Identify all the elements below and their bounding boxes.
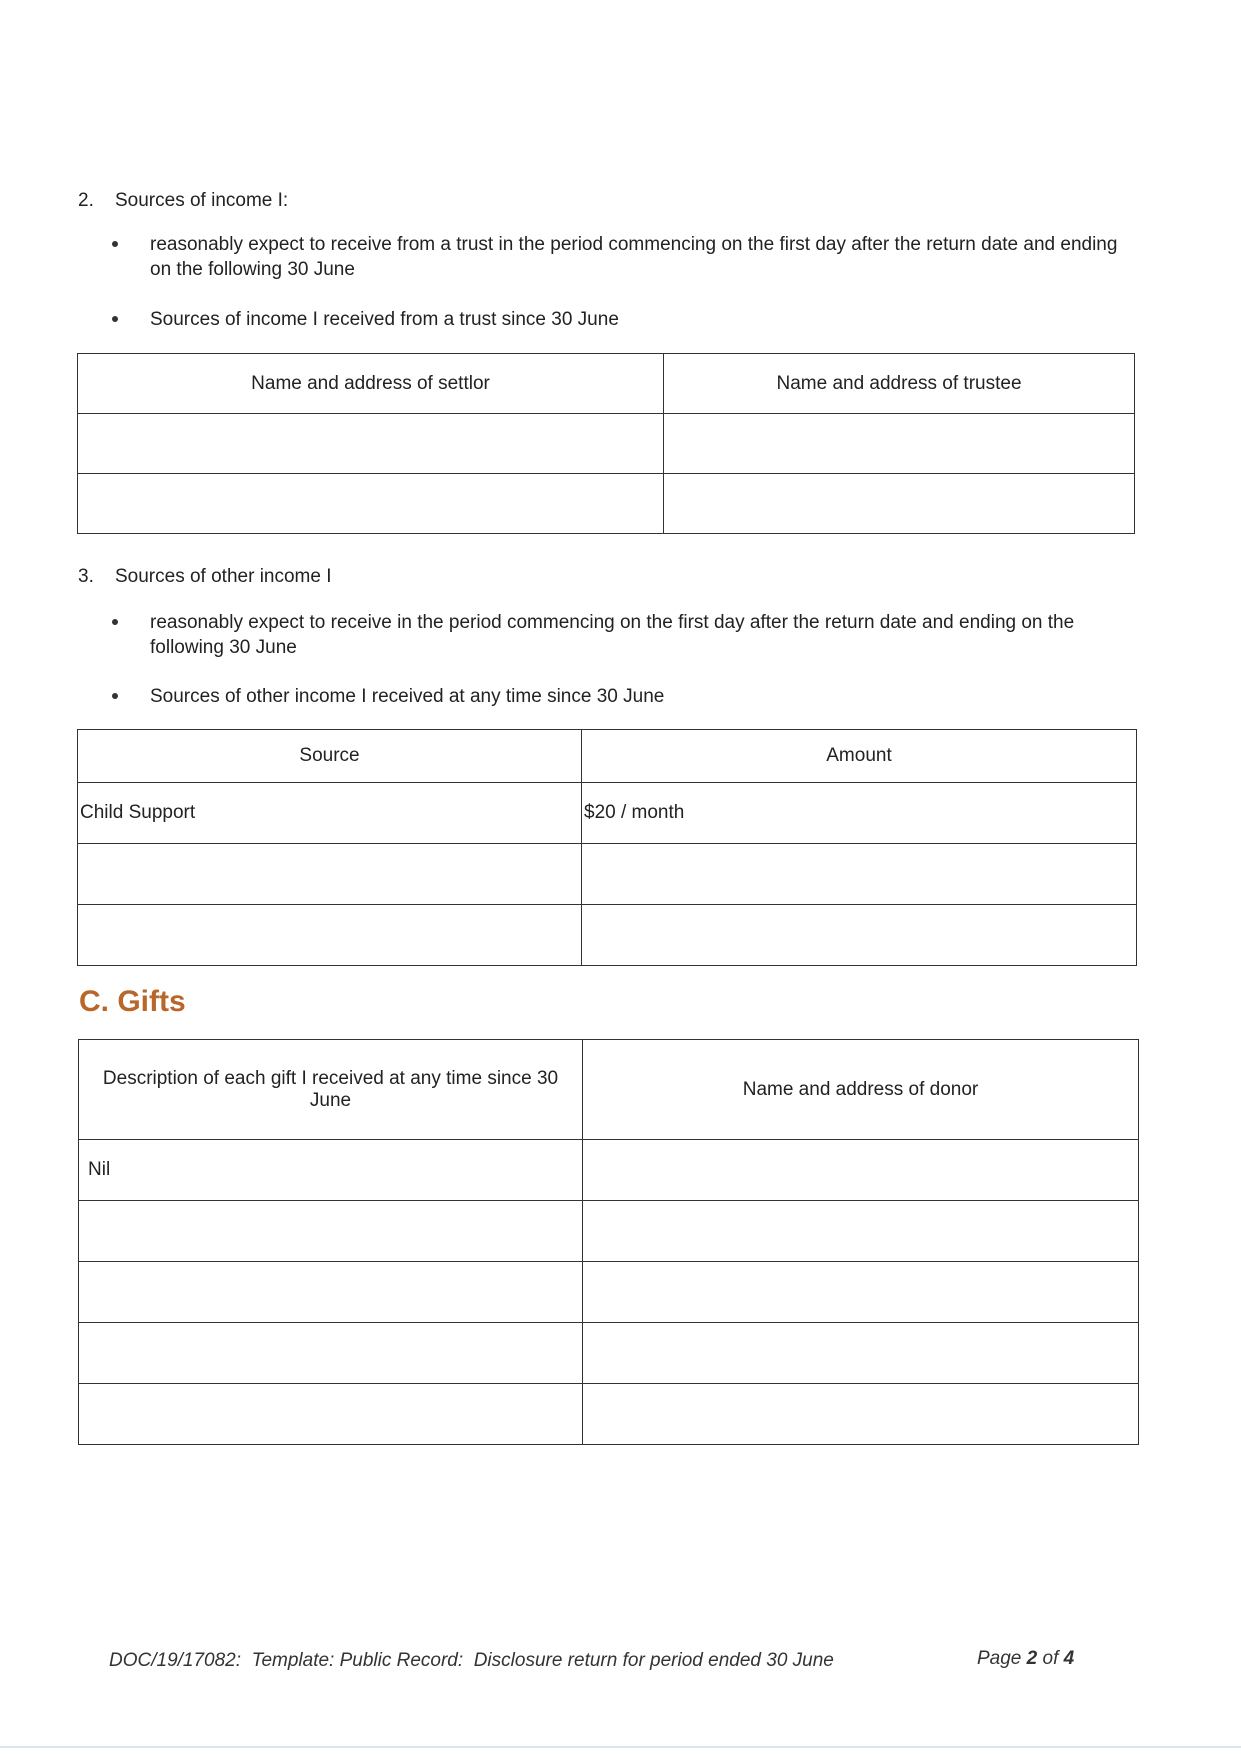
amount-cell[interactable] — [582, 844, 1137, 905]
gift-description-cell[interactable] — [79, 1323, 583, 1384]
table-row — [79, 1201, 1139, 1262]
other-income-table — [77, 729, 1137, 966]
section-2-title: Sources of income I: — [115, 190, 289, 211]
bullet-text: Sources of other income I received at any time since 30 June — [150, 686, 665, 707]
donor-cell[interactable] — [583, 1262, 1139, 1323]
table-cell[interactable] — [664, 414, 1135, 474]
donor-header: Name and address of donor — [583, 1040, 1139, 1140]
section-3-title: Sources of other income I — [115, 566, 332, 587]
bullet-dot-icon — [112, 316, 118, 322]
donor-cell[interactable] — [583, 1323, 1139, 1384]
table-row — [78, 905, 1137, 966]
gift-description-header: Description of each gift I received at any time since 30 June — [79, 1040, 583, 1140]
donor-cell[interactable] — [583, 1201, 1139, 1262]
gifts-heading: C. Gifts — [79, 985, 186, 1018]
bullet-dot-icon — [112, 693, 118, 699]
section-2-number: 2. — [78, 190, 94, 211]
amount-cell[interactable]: $20 / month — [582, 783, 1137, 844]
bullet-dot-icon — [112, 241, 118, 247]
section-2-bullet-2 — [112, 307, 1122, 332]
source-cell[interactable]: Child Support — [78, 783, 582, 844]
table-row — [78, 474, 1135, 534]
scan-edge-divider — [0, 1746, 1241, 1748]
table-row — [79, 1384, 1139, 1445]
table-header-row — [78, 354, 1135, 414]
table-row — [78, 844, 1137, 905]
source-header: Source — [78, 730, 582, 783]
section-3-bullet-2 — [112, 684, 1122, 709]
section-2-bullet-1 — [112, 232, 1122, 282]
page-current: 2 — [1026, 1648, 1038, 1669]
gift-description-cell[interactable] — [79, 1262, 583, 1323]
page-of: of — [1042, 1648, 1059, 1669]
section-3-heading — [78, 566, 332, 588]
table-row — [78, 414, 1135, 474]
source-cell[interactable] — [78, 844, 582, 905]
table-row — [78, 783, 1137, 844]
table-row — [79, 1262, 1139, 1323]
settlor-header: Name and address of settlor — [78, 354, 664, 414]
trust-income-table — [77, 353, 1135, 534]
donor-cell[interactable] — [583, 1140, 1139, 1201]
section-3-number: 3. — [78, 566, 94, 587]
section-3-bullet-1 — [112, 610, 1122, 660]
table-header-row — [79, 1040, 1139, 1140]
bullet-dot-icon — [112, 619, 118, 625]
gifts-table — [78, 1039, 1139, 1445]
footer-page-number — [977, 1648, 1074, 1670]
bullet-text: Sources of income I received from a trust since 30 June — [150, 309, 619, 330]
gift-description-cell[interactable]: Nil — [79, 1140, 583, 1201]
table-cell[interactable] — [78, 414, 664, 474]
table-header-row — [78, 730, 1137, 783]
footer-document-reference: DOC/19/17082: Template: Public Record: Disclosure return for period ended 30 June — [109, 1650, 834, 1671]
bullet-text: reasonably expect to receive from a trust in the period commencing on the first day after the return date and ending on the following 30 June — [150, 234, 1118, 280]
amount-header: Amount — [582, 730, 1137, 783]
gift-description-cell[interactable] — [79, 1384, 583, 1445]
section-2-heading — [78, 190, 288, 212]
amount-cell[interactable] — [582, 905, 1137, 966]
table-row — [79, 1140, 1139, 1201]
trustee-header: Name and address of trustee — [664, 354, 1135, 414]
gift-description-cell[interactable] — [79, 1201, 583, 1262]
table-row — [79, 1323, 1139, 1384]
table-cell[interactable] — [664, 474, 1135, 534]
source-cell[interactable] — [78, 905, 582, 966]
bullet-text: reasonably expect to receive in the period commencing on the first day after the return date and ending on the following 30 June — [150, 612, 1075, 658]
donor-cell[interactable] — [583, 1384, 1139, 1445]
page-total: 4 — [1063, 1648, 1075, 1669]
table-cell[interactable] — [78, 474, 664, 534]
page-label: Page — [977, 1648, 1022, 1669]
